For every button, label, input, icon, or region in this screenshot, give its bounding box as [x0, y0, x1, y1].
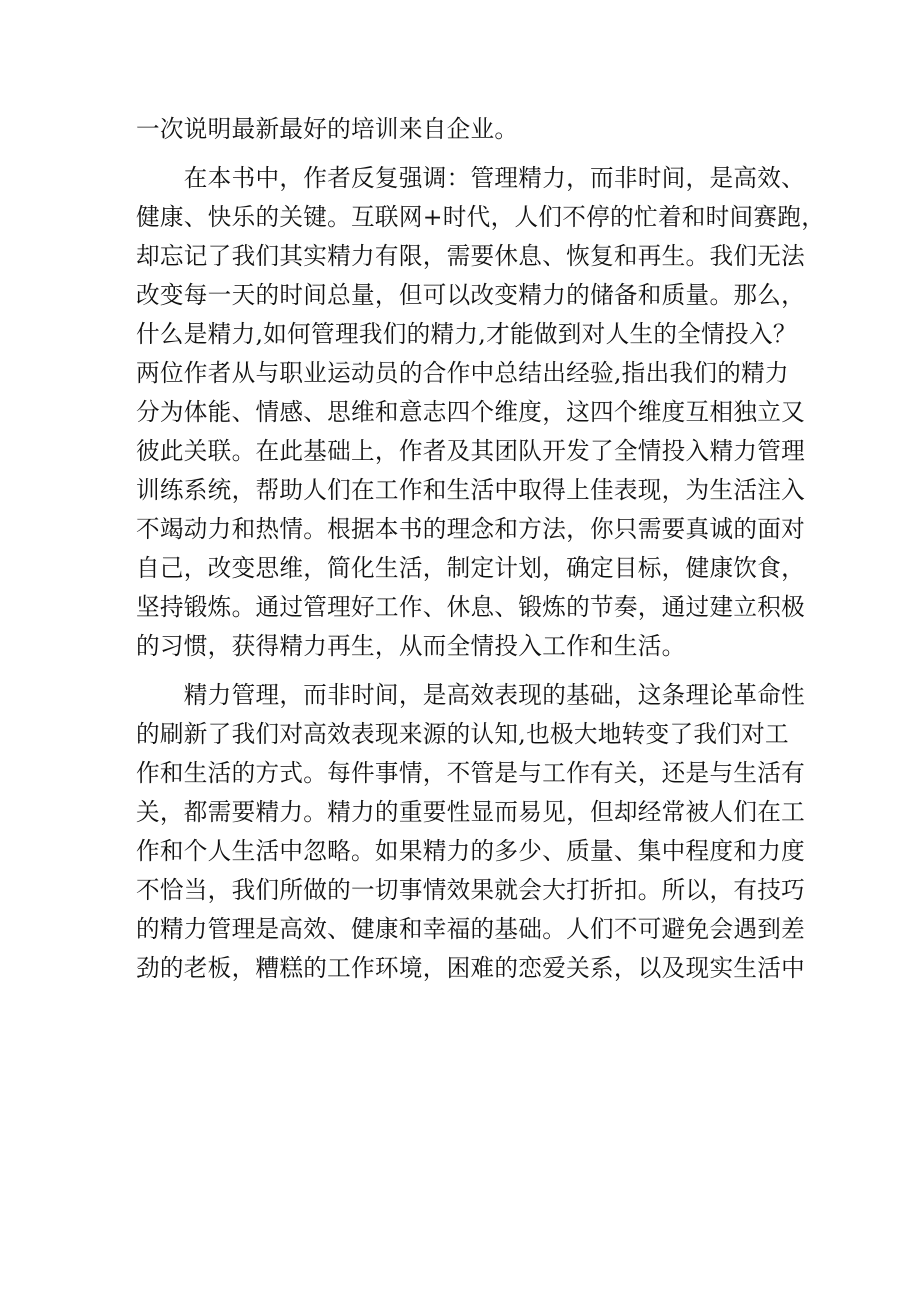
text-line: 一次说明最新最好的培训来自企业。 [136, 115, 519, 143]
text-line: 训练系统，帮助人们在工作和生活中取得上佳表现，为生活注入 [136, 476, 806, 504]
text-line: 彼此关联。在此基础上，作者及其团队开发了全情投入精力管理 [136, 437, 806, 465]
text-line: 劲的老板，糟糕的工作环境，困难的恋爱关系，以及现实生活中 [136, 954, 806, 982]
paragraph-gap [136, 149, 786, 159]
text-line: 关，都需要精力。精力的重要性显而易见，但却经常被人们在工 [136, 798, 806, 826]
text-line: 却忘记了我们其实精力有限，需要休息、恢复和再生。我们无法 [136, 242, 806, 270]
text-line: 作和生活的方式。每件事情，不管是与工作有关，还是与生活有 [136, 759, 806, 787]
text-line: 自己，改变思维，简化生活，制定计划，确定目标，健康饮食， [136, 554, 806, 582]
text-line: 分为体能、情感、思维和意志四个维度，这四个维度互相独立又 [136, 398, 806, 426]
text-line: 的精力管理是高效、健康和幸福的基础。人们不可避免会遇到差 [136, 915, 806, 943]
text-line: 改变每一天的时间总量，但可以改变精力的储备和质量。那么， [136, 281, 806, 309]
paragraph-gap [136, 666, 786, 676]
text-line: 精力管理，而非时间，是高效表现的基础，这条理论革命性 [136, 681, 806, 709]
text-line: 作和个人生活中忽略。如果精力的多少、质量、集中程度和力度 [136, 837, 806, 865]
text-line: 的习惯，获得精力再生，从而全情投入工作和生活。 [136, 632, 686, 660]
text-line: 什么是精力,如何管理我们的精力,才能做到对人生的全情投入？ [136, 320, 797, 348]
text-line: 在本书中，作者反复强调：管理精力，而非时间，是高效、 [136, 164, 806, 192]
text-line: 健康、快乐的关键。互联网+时代，人们不停的忙着和时间赛跑， [136, 203, 826, 231]
text-line: 不竭动力和热情。根据本书的理念和方法，你只需要真诚的面对 [136, 515, 806, 543]
body-text [136, 110, 826, 988]
text-line: 的刷新了我们对高效表现来源的认知,也极大地转变了我们对工 [136, 720, 789, 748]
text-line: 不恰当，我们所做的一切事情效果就会大打折扣。所以，有技巧 [136, 876, 806, 904]
text-line: 两位作者从与职业运动员的合作中总结出经验,指出我们的精力 [136, 359, 789, 387]
text-line: 坚持锻炼。通过管理好工作、休息、锻炼的节奏，通过建立积极 [136, 593, 806, 621]
